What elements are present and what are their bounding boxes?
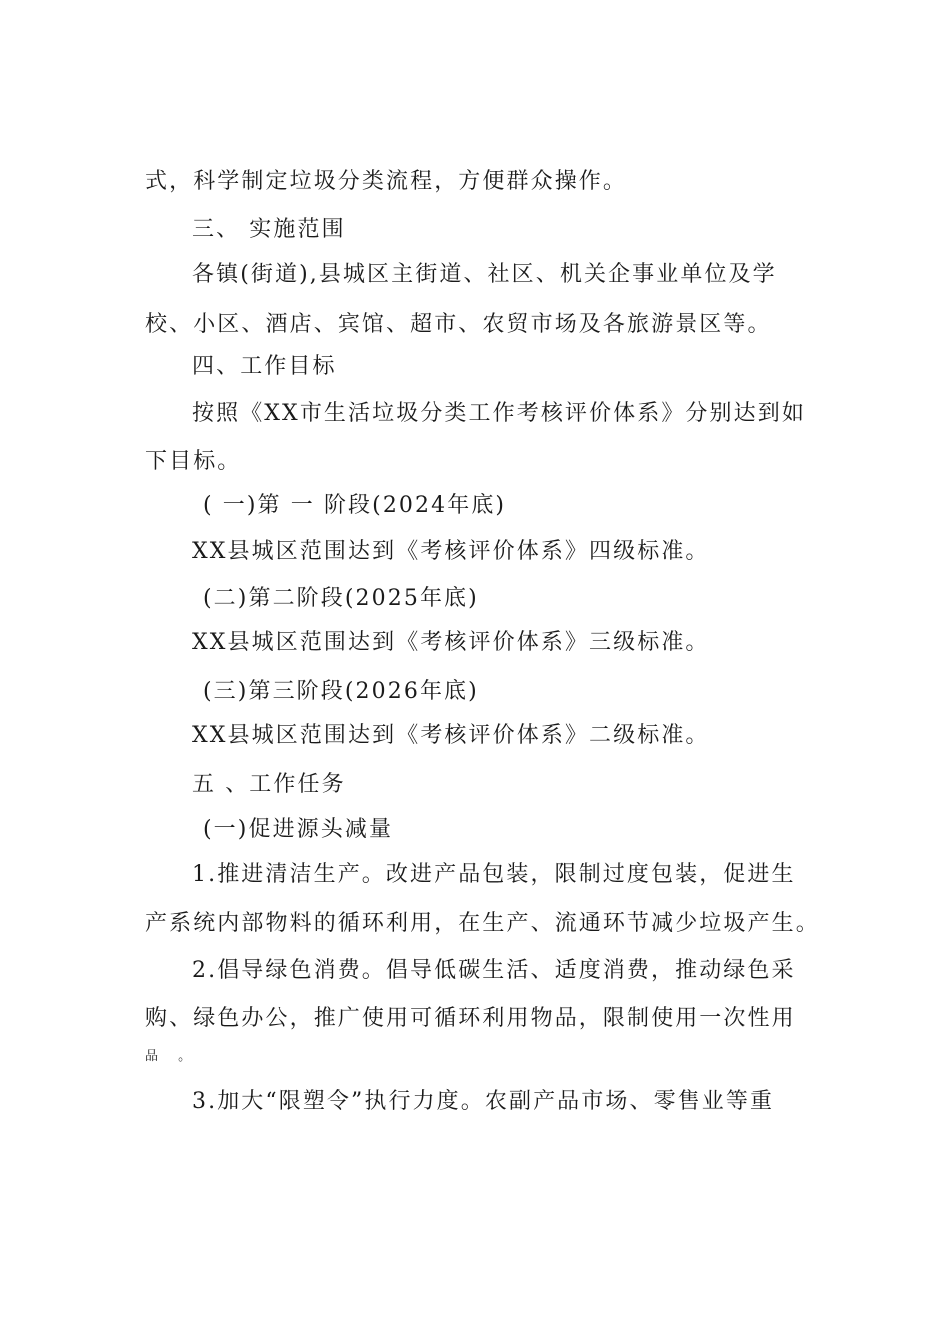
paragraph-line: 2.倡导绿色消费。倡导低碳生活、适度消费，推动绿色采 [192, 958, 796, 983]
section-heading-tasks: 五 、工作任务 [192, 772, 346, 797]
paragraph-line: 下目标。 [145, 449, 242, 474]
paragraph-line: 按照《XX市生活垃圾分类工作考核评价体系》分别达到如 [192, 401, 806, 426]
section-heading-goals: 四、工作目标 [192, 354, 337, 379]
paragraph-line: 购、绿色办公，推广使用可循环利用物品，限制使用一次性用 [145, 1006, 796, 1031]
subheading-stage-3: (三)第三阶段(2026年底) [203, 679, 479, 704]
subheading-stage-1: ( 一)第 一 阶段(2024年底) [203, 493, 507, 518]
subheading-stage-2: (二)第二阶段(2025年底) [203, 586, 479, 611]
paragraph-line: 1.推进清洁生产。改进产品包装，限制过度包装，促进生 [192, 862, 796, 887]
paragraph-line: 品 。 [145, 1049, 200, 1064]
paragraph-line: 产系统内部物料的循环利用，在生产、流通环节减少垃圾产生。 [145, 911, 820, 936]
paragraph-line: 3.加大“限塑令”执行力度。农副产品市场、零售业等重 [192, 1089, 775, 1114]
paragraph-line: 式，科学制定垃圾分类流程，方便群众操作。 [145, 169, 628, 194]
paragraph-line: 校、小区、酒店、宾馆、超市、农贸市场及各旅游景区等。 [145, 312, 772, 337]
paragraph-line: XX县城区范围达到《考核评价体系》二级标准。 [192, 723, 710, 748]
paragraph-line: 各镇(街道),县城区主街道、社区、机关企事业单位及学 [192, 262, 777, 287]
section-heading-scope: 三、 实施范围 [192, 217, 346, 242]
paragraph-line: XX县城区范围达到《考核评价体系》四级标准。 [192, 539, 710, 564]
paragraph-line: XX县城区范围达到《考核评价体系》三级标准。 [192, 630, 710, 655]
subheading-source-reduction: (一)促进源头减量 [203, 817, 394, 842]
